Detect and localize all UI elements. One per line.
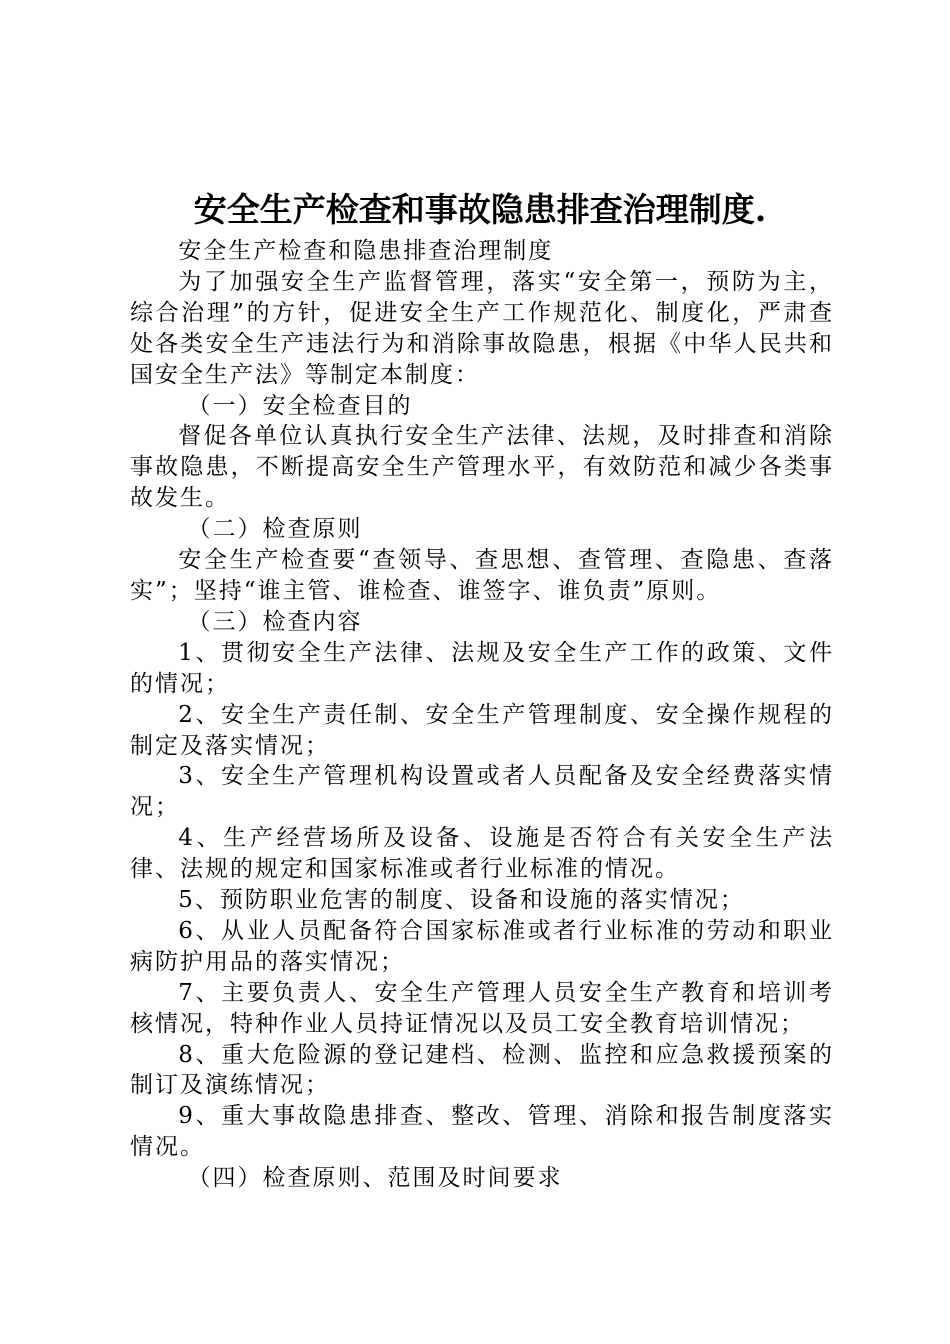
section-heading-3: （三）检查内容 — [187, 608, 363, 635]
list-item: 1、贯彻安全生产法律、法规及安全生产工作的政策、文件的情况； — [130, 639, 834, 697]
section-heading-1: （一）安全检查目的 — [187, 392, 413, 419]
document-body — [130, 236, 834, 1194]
section-heading-2: （二）检查原则 — [187, 516, 363, 543]
body-paragraph: 安全生产检查要“查领导、查思想、查管理、查隐患、查落实”；坚持“谁主管、谁检查、谁签字、谁负责”原则。 — [130, 547, 834, 604]
subtitle-paragraph: 安全生产检查和隐患排查治理制度 — [178, 238, 554, 264]
list-item: 7、主要负责人、安全生产管理人员安全生产教育和培训考核情况，特种作业人员持证情况以及员工安全教育培训情况； — [130, 979, 834, 1037]
list-item: 5、预防职业危害的制度、设备和设施的落实情况； — [178, 887, 745, 914]
list-item: 6、从业人员配备符合国家标准或者行业标准的劳动和职业病防护用品的落实情况； — [130, 917, 834, 975]
list-item: 2、安全生产责任制、安全生产管理制度、安全操作规程的制定及落实情况； — [130, 701, 834, 759]
list-item: 8、重大危险源的登记建档、检测、监控和应急救援预案的制订及演练情况； — [130, 1041, 834, 1099]
document-title: 安全生产检查和事故隐患排查治理制度. — [193, 190, 767, 229]
list-item: 3、安全生产管理机构设置或者人员配备及安全经费落实情况； — [130, 763, 834, 821]
list-item: 4、生产经营场所及设备、设施是否符合有关安全生产法律、法规的规定和国家标准或者行业标准的情况。 — [130, 825, 834, 883]
intro-paragraph: 为了加强安全生产监督管理，落实“安全第一，预防为主，综合治理”的方针，促进安全生产工作规范化、制度化，严肃查处各类安全生产违法行为和消除事故隐患，根据《中华人民共和国安全生产法》等制定本制度： — [130, 268, 834, 388]
body-paragraph: 督促各单位认真执行安全生产法律、法规，及时排查和消除事故隐患，不断提高安全生产管理水平，有效防范和减少各类事故发生。 — [130, 423, 834, 512]
list-item: 9、重大事故隐患排查、整改、管理、消除和报告制度落实情况。 — [130, 1103, 834, 1161]
section-heading-4: （四）检查原则、范围及时间要求 — [187, 1165, 563, 1192]
